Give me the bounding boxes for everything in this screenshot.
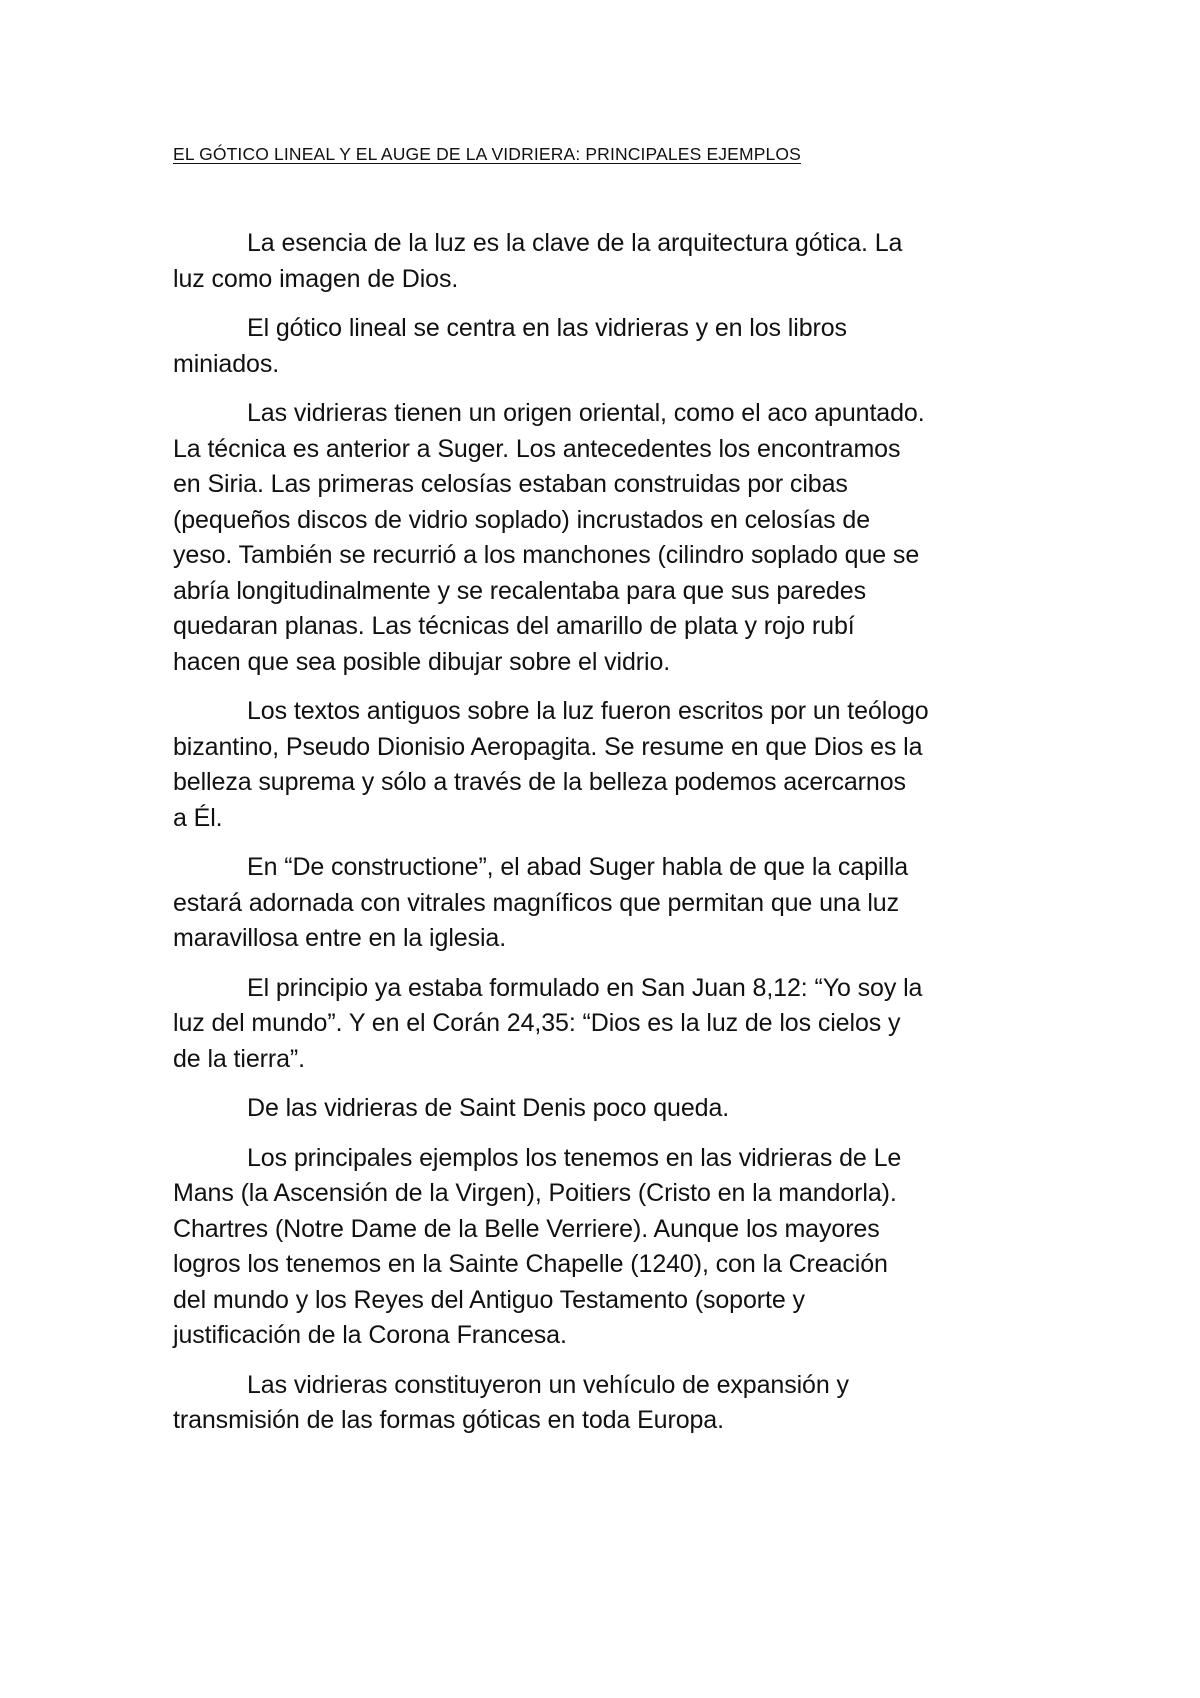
paragraph-line: El gótico lineal se centra en las vidrieras y en los libros xyxy=(247,314,847,342)
paragraph-line: luz como imagen de Dios. xyxy=(173,264,459,293)
paragraph-line: a Él. xyxy=(173,803,223,832)
paragraph-line: estará adornada con vitrales magníficos que permitan que una luz xyxy=(173,888,899,917)
paragraph-line: transmisión de las formas góticas en toda Europa. xyxy=(173,1406,724,1434)
paragraph-line: (pequeños discos de vidrio soplado) incrustados en celosías de xyxy=(173,505,870,534)
paragraph xyxy=(173,850,1043,957)
paragraph-line: justificación de la Corona Francesa. xyxy=(173,1321,567,1349)
paragraph xyxy=(173,396,1043,680)
document-body xyxy=(173,226,1043,1439)
paragraph-line: El principio ya estaba formulado en San Juan 8,12: “Yo soy la xyxy=(247,973,923,1002)
paragraph-line: La técnica es anterior a Suger. Los antecedentes los encontramos xyxy=(173,434,901,463)
paragraph-line: Las vidrieras constituyeron un vehículo de expansión y xyxy=(247,1370,849,1399)
paragraph xyxy=(173,971,1043,1078)
paragraph-line: En “De constructione”, el abad Suger habla de que la capilla xyxy=(247,853,909,881)
document-page xyxy=(173,143,1043,1453)
paragraph-line: quedaran planas. Las técnicas del amarillo de plata y rojo rubí xyxy=(173,612,855,640)
paragraph-line: de la tierra”. xyxy=(173,1044,305,1073)
paragraph xyxy=(173,1368,1043,1439)
paragraph-line: maravillosa entre en la iglesia. xyxy=(173,924,507,952)
paragraph xyxy=(173,694,1043,836)
paragraph-line: belleza suprema y sólo a través de la belleza podemos acercarnos xyxy=(173,768,906,796)
paragraph-line: La esencia de la luz es la clave de la arquitectura gótica. La xyxy=(247,229,903,257)
paragraph-line: Chartres (Notre Dame de la Belle Verriere). Aunque los mayores xyxy=(173,1214,880,1243)
paragraph-line: De las vidrieras de Saint Denis poco queda. xyxy=(247,1094,730,1122)
paragraph-line: miniados. xyxy=(173,349,280,378)
paragraph-line: luz del mundo”. Y en el Corán 24,35: “Dios es la luz de los cielos y xyxy=(173,1009,901,1037)
paragraph-line: Las vidrieras tienen un origen oriental, como el aco apuntado. xyxy=(247,399,925,427)
document-title: EL GÓTICO LINEAL Y EL AUGE DE LA VIDRIERA: PRINCIPALES EJEMPLOS xyxy=(173,144,801,164)
paragraph-line: yeso. También se recurrió a los manchones (cilindro soplado que se xyxy=(173,541,920,569)
paragraph-line: Mans (la Ascensión de la Virgen), Poitiers (Cristo en la mandorla). xyxy=(173,1179,897,1207)
paragraph-line: del mundo y los Reyes del Antiguo Testamento (soporte y xyxy=(173,1285,805,1314)
paragraph-line: bizantino, Pseudo Dionisio Aeropagita. Se resume en que Dios es la xyxy=(173,732,923,761)
paragraph xyxy=(173,1091,1043,1127)
paragraph-line: Los principales ejemplos los tenemos en las vidrieras de Le xyxy=(247,1143,902,1172)
paragraph xyxy=(173,311,1043,382)
paragraph-line: en Siria. Las primeras celosías estaban construidas por cibas xyxy=(173,470,848,498)
paragraph-line: Los textos antiguos sobre la luz fueron escritos por un teólogo xyxy=(247,697,929,725)
paragraph-line: logros los tenemos en la Sainte Chapelle (1240), con la Creación xyxy=(173,1250,888,1278)
paragraph xyxy=(173,1141,1043,1354)
paragraph-line: hacen que sea posible dibujar sobre el vidrio. xyxy=(173,647,671,676)
paragraph-line: abría longitudinalmente y se recalentaba para que sus paredes xyxy=(173,576,866,605)
paragraph xyxy=(173,226,1043,297)
